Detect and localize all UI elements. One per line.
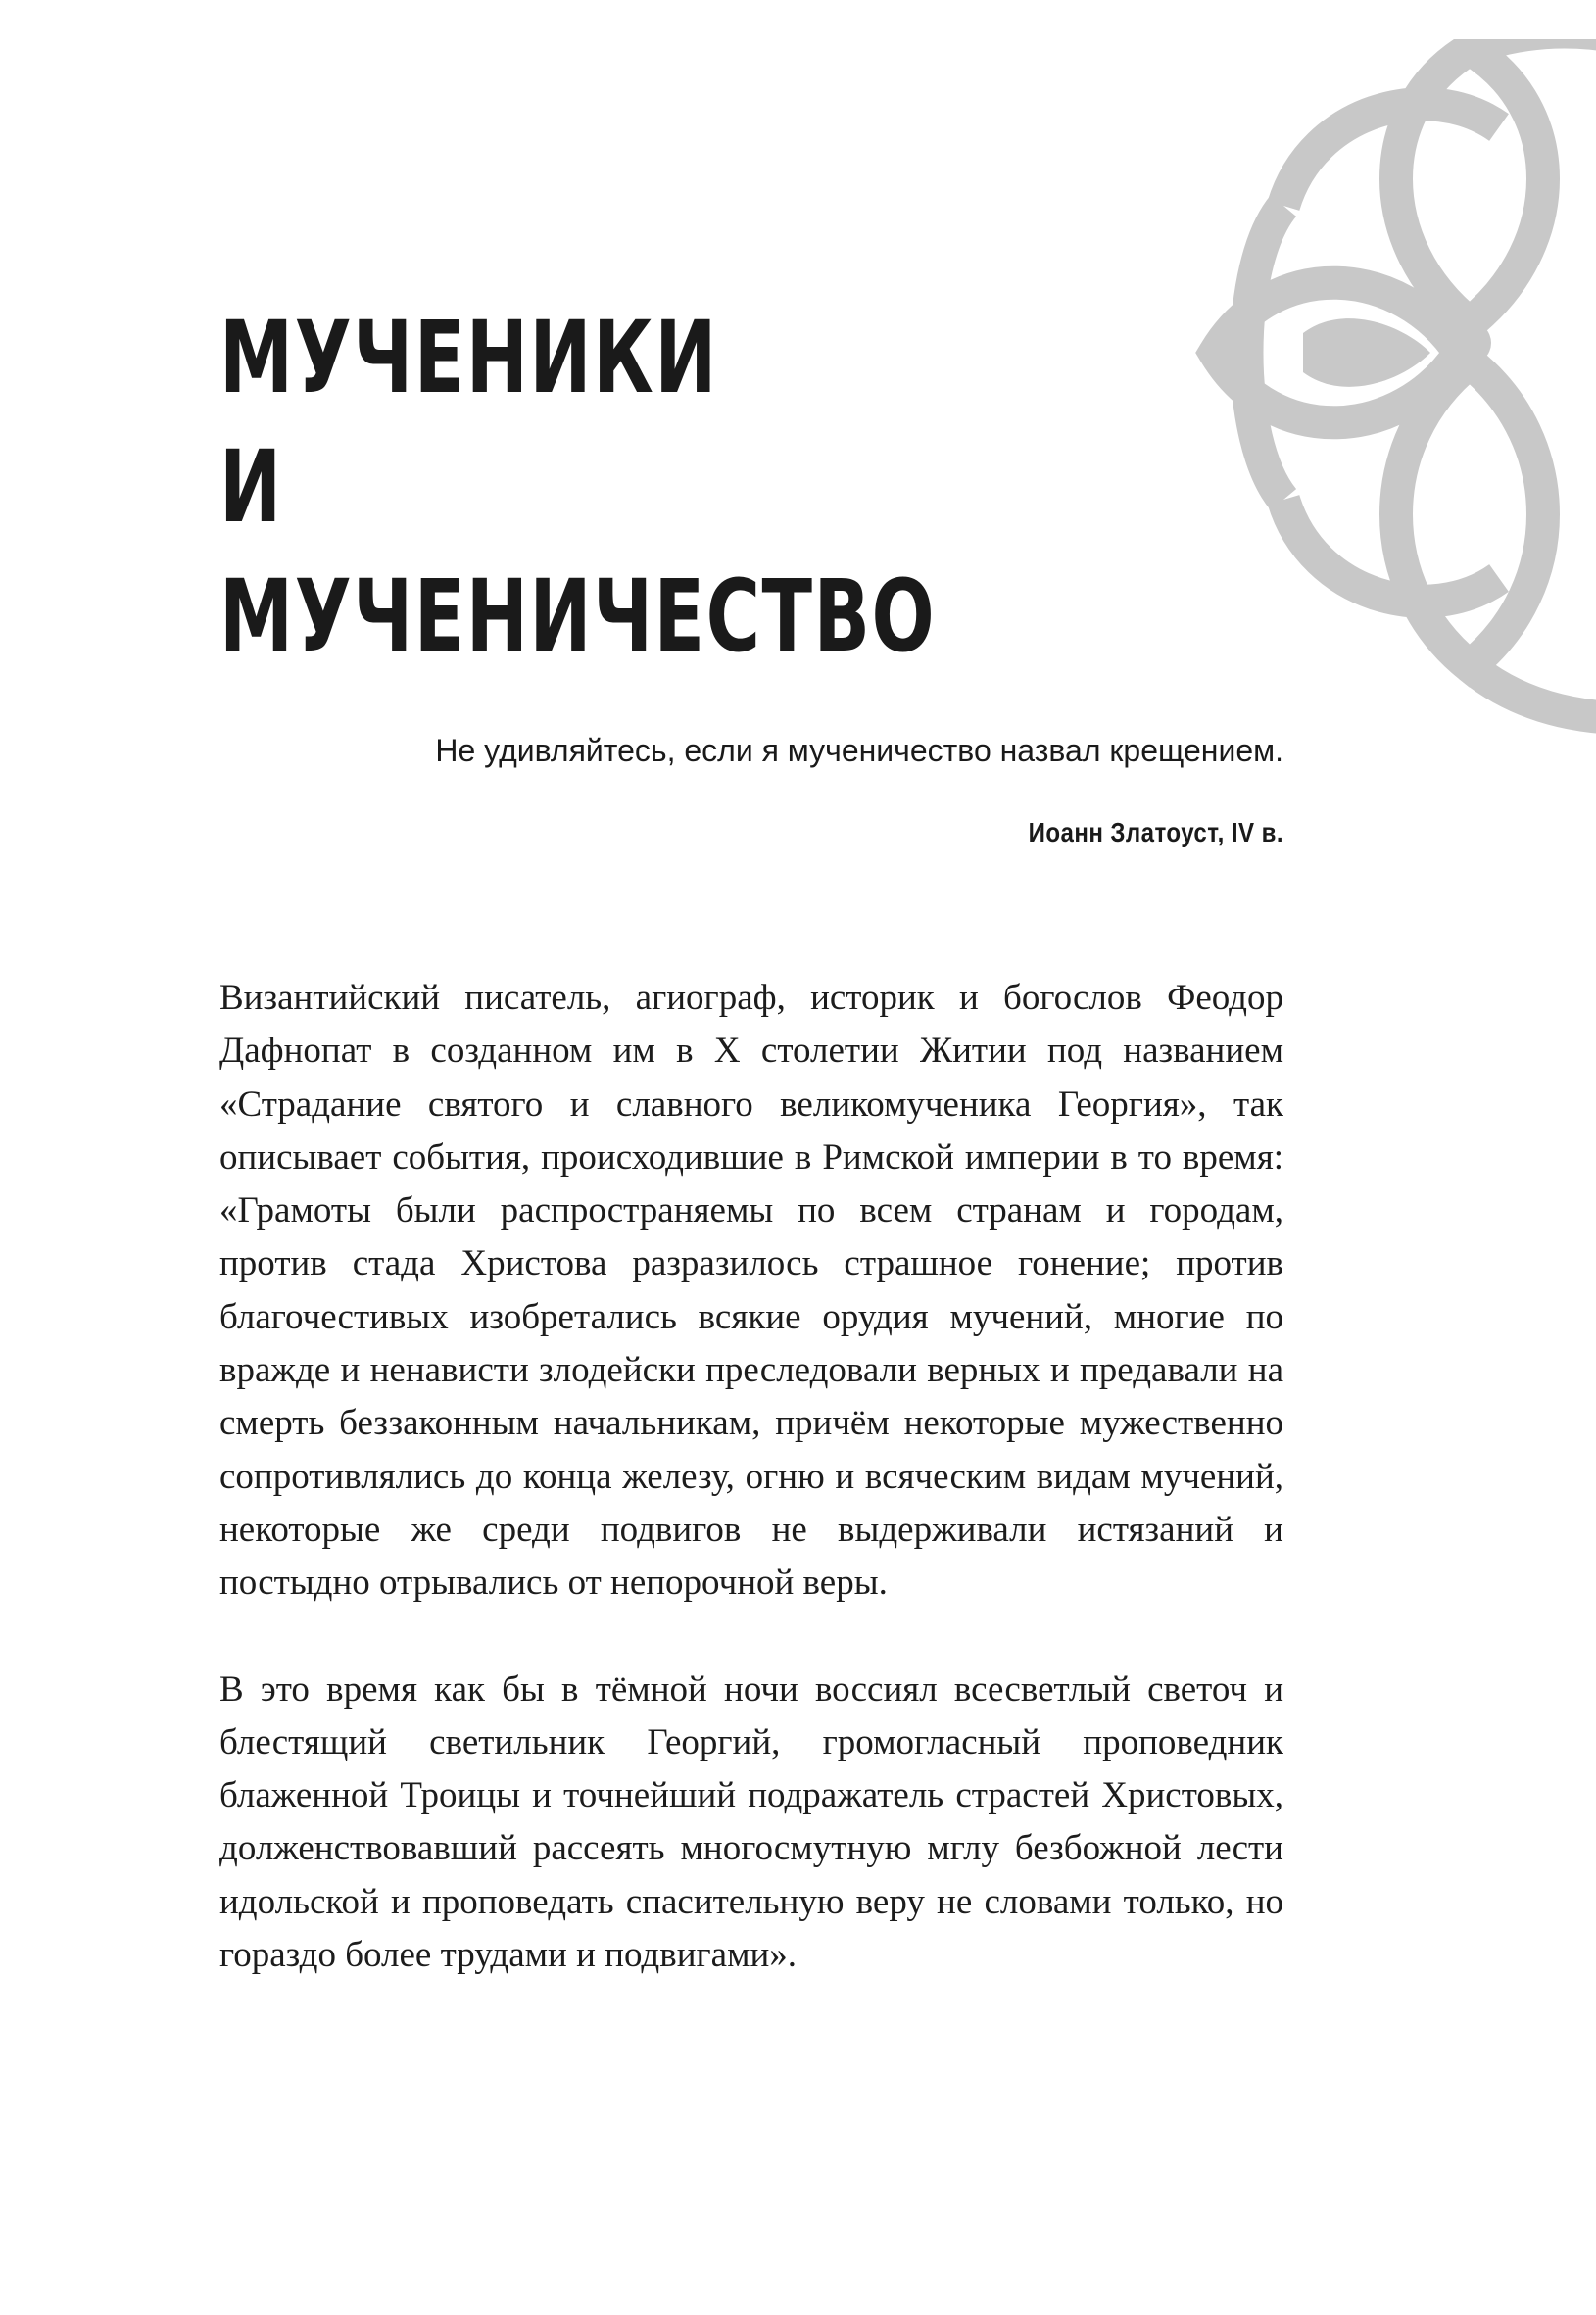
- chapter-title: [219, 294, 944, 682]
- epigraph-author: Иоанн Златоуст, IV в.: [1028, 817, 1283, 847]
- chapter-title-line-2: И МУЧЕНИЧЕСТВО: [219, 429, 937, 675]
- floral-ornament-icon: [1176, 39, 1596, 764]
- paragraph: Византийский писатель, агиограф, историк и богослов Феодор Дафнопат в созданном им в X столетии Житии под названием «Страдание святого и славного великомученика Георгия», так описывает события, происходившие в Римской империи в то время: «Грамоты были распространяемы по всем странам и городам, против стада Христова разразилось страшное гонение; против благочестивых изобретались всякие орудия мучений, многие по вражде и ненависти злодейски преследовали верных и предавали на смерть беззаконным начальникам, причём некоторые мужественно сопротивлялись до конца железу, огню и всяческим видам мучений, некоторые же среди подвигов не выдерживали истязаний и постыдно отрывались от непорочной веры.: [219, 978, 1283, 1604]
- chapter-title-line-1: МУЧЕНИКИ: [219, 300, 718, 416]
- epigraph: [402, 729, 1283, 852]
- paragraph: В это время как бы в тёмной ночи воссиял всесветлый светоч и блестящий светильник Георгий, громогласный проповедник блаженной Троицы и точнейший подражатель страстей Христовых, долженствовавший рассеять многосмутную мглу безбожной лести идольской и проповедать спасительную веру не словами только, но гораздо более трудами и подвигами».: [219, 1668, 1283, 1976]
- epigraph-quote: Не удивляйтесь, если я мученичество назвал крещением.: [435, 733, 1283, 768]
- body-text: [219, 972, 1283, 1982]
